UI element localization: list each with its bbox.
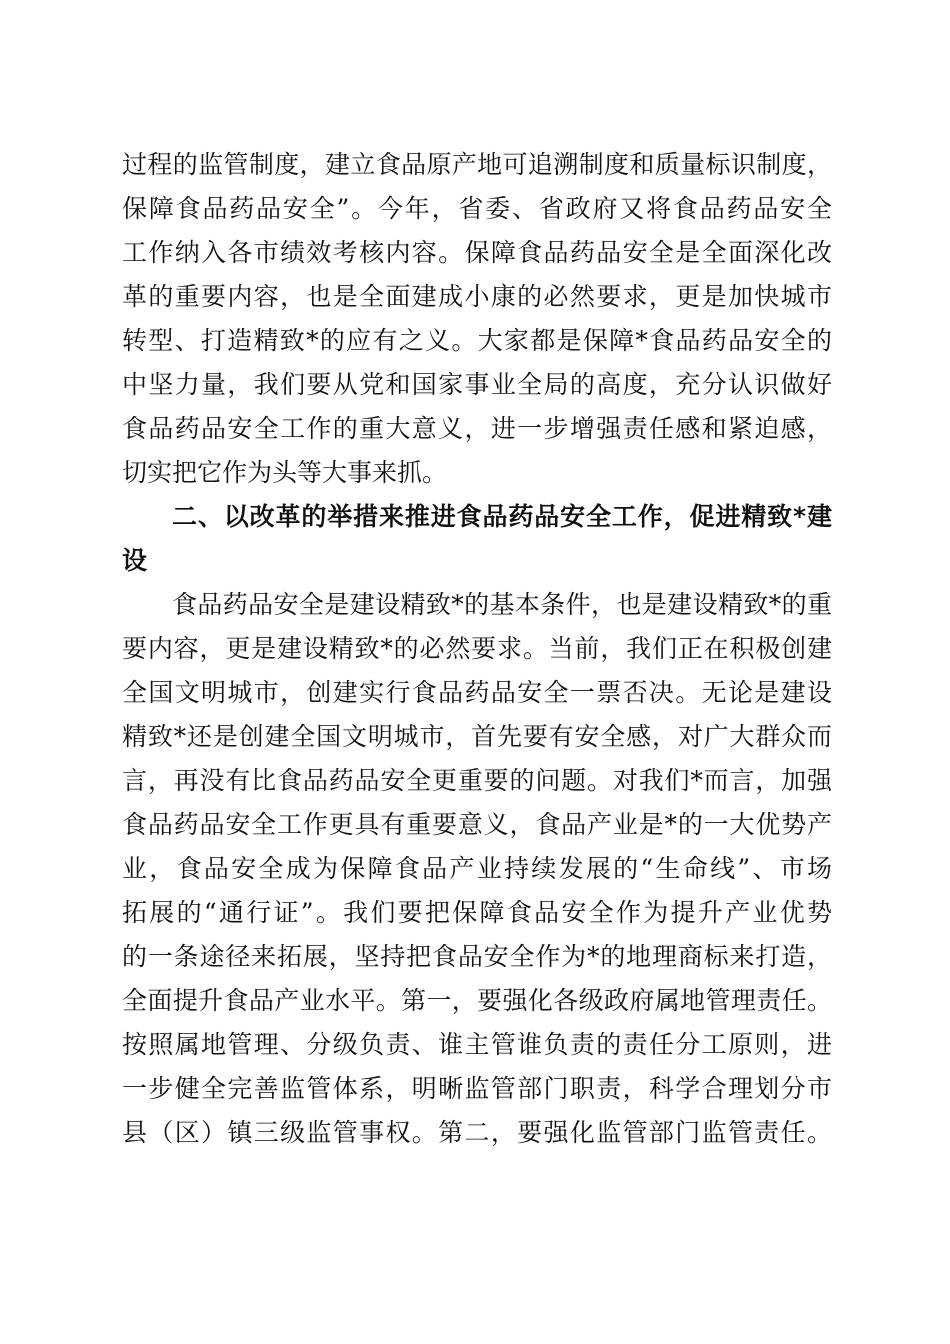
text-line: 言，再没有比食品药品安全更重要的问题。对我们*而言，加强 — [122, 766, 832, 795]
text-line: 中坚力量，我们要从党和国家事业全局的高度，充分认识做好 — [122, 370, 832, 399]
text-line: 保障食品药品安全”。今年，省委、省政府又将食品药品安全 — [122, 194, 832, 223]
text-line: 县（区）镇三级监管事权。第二，要强化监管部门监管责任。 — [122, 1118, 832, 1147]
document-page — [122, 143, 832, 1155]
text-line: 全国文明城市，创建实行食品药品安全一票否决。无论是建设 — [122, 678, 832, 707]
heading-line: 设 — [122, 546, 148, 575]
text-line: 的一条途径来拓展，坚持把食品安全作为*的地理商标来打造， — [122, 942, 832, 971]
text-line: 精致*还是创建全国文明城市，首先要有安全感，对广大群众而 — [122, 722, 832, 751]
heading-line: 二、以改革的举措来推进食品药品安全工作，促进精致*建 — [172, 502, 832, 531]
paragraph-body — [122, 583, 832, 1155]
text-line: 全面提升食品产业水平。第一，要强化各级政府属地管理责任。 — [122, 986, 832, 1015]
text-line: 切实把它作为头等大事来抓。 — [122, 458, 448, 487]
text-line: 过程的监管制度，建立食品原产地可追溯制度和质量标识制度， — [122, 150, 832, 179]
text-line: 按照属地管理、分级负责、谁主管谁负责的责任分工原则，进 — [122, 1030, 832, 1059]
text-line: 要内容，更是建设精致*的必然要求。当前，我们正在积极创建 — [122, 634, 832, 663]
paragraph-continuation — [122, 143, 832, 495]
text-line: 转型、打造精致*的应有之义。大家都是保障*食品药品安全的 — [122, 326, 832, 355]
text-line: 拓展的“通行证”。我们要把保障食品安全作为提升产业优势 — [122, 898, 832, 927]
text-line: 业，食品安全成为保障食品产业持续发展的“生命线”、市场 — [122, 854, 832, 883]
text-line: 革的重要内容，也是全面建成小康的必然要求，更是加快城市 — [122, 282, 832, 311]
text-line: 食品药品安全是建设精致*的基本条件，也是建设精致*的重 — [172, 590, 832, 619]
text-line: 工作纳入各市绩效考核内容。保障食品药品安全是全面深化改 — [122, 238, 832, 267]
text-line: 一步健全完善监管体系，明晰监管部门职责，科学合理划分市 — [122, 1074, 832, 1103]
text-line: 食品药品安全工作的重大意义，进一步增强责任感和紧迫感， — [122, 414, 832, 443]
section-heading — [122, 495, 832, 583]
text-line: 食品药品安全工作更具有重要意义，食品产业是*的一大优势产 — [122, 810, 832, 839]
